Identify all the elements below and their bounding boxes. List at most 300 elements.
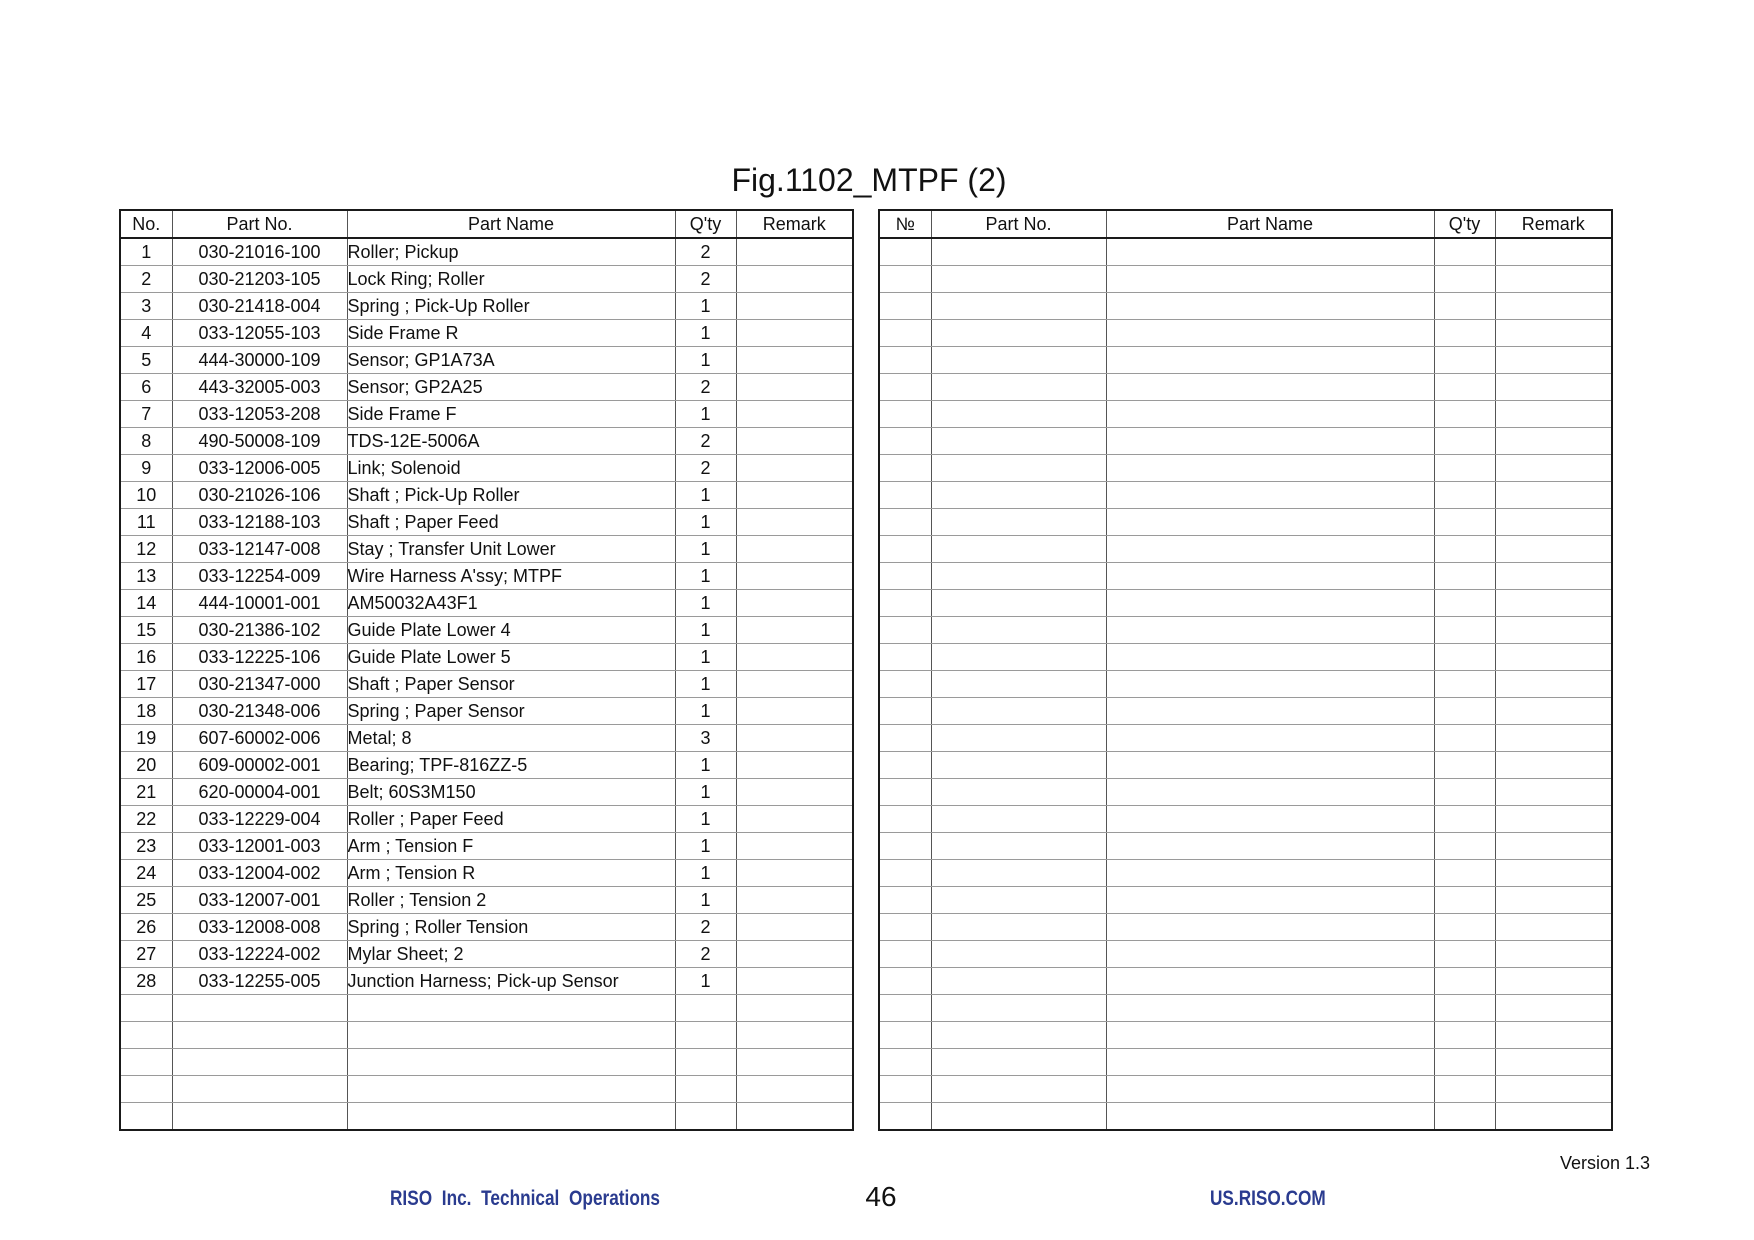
empty-cell <box>347 995 675 1022</box>
header-no: № <box>879 210 931 238</box>
empty-cell <box>1434 887 1495 914</box>
empty-cell <box>879 698 931 725</box>
table-row <box>879 590 1612 617</box>
table-row <box>879 455 1612 482</box>
version-label: Version 1.3 <box>1559 1153 1650 1173</box>
empty-cell <box>931 671 1106 698</box>
table-row <box>120 428 853 455</box>
table-row <box>879 833 1612 860</box>
empty-cell <box>1495 590 1612 617</box>
empty-cell <box>1434 725 1495 752</box>
quantity: 1 <box>675 671 736 698</box>
quantity: 1 <box>675 563 736 590</box>
remark <box>736 509 853 536</box>
table-row <box>120 401 853 428</box>
empty-cell <box>931 806 1106 833</box>
empty-cell <box>1106 482 1434 509</box>
quantity: 1 <box>675 752 736 779</box>
parts-table-right <box>878 209 1613 1131</box>
row-number: 1 <box>120 238 172 266</box>
empty-cell <box>931 995 1106 1022</box>
empty-cell <box>1106 833 1434 860</box>
header-part-name: Part Name <box>347 210 675 238</box>
table-row <box>120 698 853 725</box>
empty-cell <box>1106 563 1434 590</box>
table-row <box>879 806 1612 833</box>
empty-cell <box>1495 563 1612 590</box>
header-part-no: Part No. <box>172 210 347 238</box>
empty-cell <box>1495 644 1612 671</box>
empty-cell <box>1106 644 1434 671</box>
empty-cell <box>879 238 931 266</box>
empty-cell <box>931 482 1106 509</box>
part-number: 033-12254-009 <box>172 563 347 590</box>
table-row <box>879 644 1612 671</box>
row-number: 13 <box>120 563 172 590</box>
empty-cell <box>736 1022 853 1049</box>
empty-cell <box>931 455 1106 482</box>
part-number: 033-12147-008 <box>172 536 347 563</box>
row-number: 6 <box>120 374 172 401</box>
empty-cell <box>879 347 931 374</box>
table-row <box>879 1076 1612 1103</box>
quantity: 2 <box>675 941 736 968</box>
part-name: Shaft ; Paper Sensor <box>347 671 675 698</box>
empty-cell <box>1106 725 1434 752</box>
quantity: 2 <box>675 238 736 266</box>
row-number: 27 <box>120 941 172 968</box>
empty-cell <box>931 401 1106 428</box>
row-number: 22 <box>120 806 172 833</box>
row-number: 14 <box>120 590 172 617</box>
table-row <box>879 293 1612 320</box>
quantity: 1 <box>675 347 736 374</box>
part-name: Roller ; Paper Feed <box>347 806 675 833</box>
empty-cell <box>879 995 931 1022</box>
table-row <box>120 806 853 833</box>
empty-cell <box>1106 914 1434 941</box>
empty-cell <box>1106 374 1434 401</box>
row-number: 23 <box>120 833 172 860</box>
empty-cell <box>931 347 1106 374</box>
part-name: Shaft ; Paper Feed <box>347 509 675 536</box>
part-number: 609-00002-001 <box>172 752 347 779</box>
empty-cell <box>1495 1076 1612 1103</box>
table-row <box>879 1103 1612 1131</box>
row-number: 3 <box>120 293 172 320</box>
part-number: 444-10001-001 <box>172 590 347 617</box>
quantity: 2 <box>675 374 736 401</box>
part-name: Link; Solenoid <box>347 455 675 482</box>
row-number: 28 <box>120 968 172 995</box>
quantity: 1 <box>675 779 736 806</box>
row-number: 20 <box>120 752 172 779</box>
empty-cell <box>1495 347 1612 374</box>
empty-cell <box>1106 347 1434 374</box>
empty-cell <box>1434 536 1495 563</box>
part-number: 030-21386-102 <box>172 617 347 644</box>
empty-cell <box>1434 1049 1495 1076</box>
part-number: 033-12004-002 <box>172 860 347 887</box>
empty-cell <box>931 320 1106 347</box>
table-row <box>120 941 853 968</box>
empty-cell <box>1434 914 1495 941</box>
header-part-no: Part No. <box>931 210 1106 238</box>
remark <box>736 266 853 293</box>
empty-cell <box>1495 617 1612 644</box>
table-row <box>120 590 853 617</box>
part-name: Side Frame F <box>347 401 675 428</box>
empty-cell <box>1106 266 1434 293</box>
header-remark: Remark <box>1495 210 1612 238</box>
part-name: Spring ; Paper Sensor <box>347 698 675 725</box>
empty-cell <box>1495 1049 1612 1076</box>
remark <box>736 536 853 563</box>
quantity: 1 <box>675 293 736 320</box>
row-number: 10 <box>120 482 172 509</box>
table-row <box>879 698 1612 725</box>
remark <box>736 671 853 698</box>
remark <box>736 941 853 968</box>
table-row <box>120 968 853 995</box>
part-name: Roller ; Tension 2 <box>347 887 675 914</box>
empty-cell <box>736 1049 853 1076</box>
quantity: 2 <box>675 914 736 941</box>
empty-cell <box>1106 860 1434 887</box>
remark <box>736 347 853 374</box>
empty-cell <box>931 752 1106 779</box>
quantity: 3 <box>675 725 736 752</box>
empty-cell <box>879 1049 931 1076</box>
quantity: 1 <box>675 536 736 563</box>
empty-cell <box>931 914 1106 941</box>
row-number: 25 <box>120 887 172 914</box>
part-number: 030-21016-100 <box>172 238 347 266</box>
table-row <box>879 320 1612 347</box>
empty-cell <box>879 509 931 536</box>
empty-cell <box>120 995 172 1022</box>
empty-cell <box>1434 833 1495 860</box>
empty-cell <box>931 887 1106 914</box>
remark <box>736 293 853 320</box>
quantity: 1 <box>675 401 736 428</box>
empty-cell <box>931 941 1106 968</box>
quantity: 2 <box>675 266 736 293</box>
part-number: 033-12001-003 <box>172 833 347 860</box>
part-number: 033-12188-103 <box>172 509 347 536</box>
table-row <box>120 238 853 266</box>
part-name: Spring ; Roller Tension <box>347 914 675 941</box>
remark <box>736 833 853 860</box>
empty-cell <box>879 374 931 401</box>
table-row <box>879 887 1612 914</box>
remark <box>736 428 853 455</box>
table-header-row <box>879 210 1612 238</box>
table-row <box>879 401 1612 428</box>
empty-cell <box>931 779 1106 806</box>
empty-cell <box>931 617 1106 644</box>
table-row <box>120 752 853 779</box>
quantity: 1 <box>675 590 736 617</box>
empty-cell <box>172 995 347 1022</box>
part-name: Bearing; TPF-816ZZ-5 <box>347 752 675 779</box>
empty-cell <box>879 455 931 482</box>
empty-cell <box>1106 509 1434 536</box>
row-number: 2 <box>120 266 172 293</box>
row-number: 15 <box>120 617 172 644</box>
empty-cell <box>879 266 931 293</box>
part-name: Sensor; GP1A73A <box>347 347 675 374</box>
table-row <box>879 860 1612 887</box>
table-row <box>120 455 853 482</box>
table-row <box>120 779 853 806</box>
empty-cell <box>1434 428 1495 455</box>
footer-website: US.RISO.COM <box>1210 1187 1326 1210</box>
empty-cell <box>1434 401 1495 428</box>
header-remark: Remark <box>736 210 853 238</box>
part-name: Lock Ring; Roller <box>347 266 675 293</box>
remark <box>736 238 853 266</box>
part-name: Arm ; Tension F <box>347 833 675 860</box>
remark <box>736 617 853 644</box>
part-number: 033-12224-002 <box>172 941 347 968</box>
empty-cell <box>1434 347 1495 374</box>
empty-cell <box>1434 266 1495 293</box>
empty-cell <box>1434 590 1495 617</box>
remark <box>736 482 853 509</box>
empty-cell <box>931 1076 1106 1103</box>
empty-cell <box>879 320 931 347</box>
table-row <box>879 725 1612 752</box>
table-row <box>120 374 853 401</box>
empty-cell <box>879 617 931 644</box>
remark <box>736 779 853 806</box>
empty-cell <box>1434 563 1495 590</box>
table-row <box>120 509 853 536</box>
row-number: 7 <box>120 401 172 428</box>
part-name: Guide Plate Lower 5 <box>347 644 675 671</box>
empty-cell <box>1495 698 1612 725</box>
empty-cell <box>931 428 1106 455</box>
empty-cell <box>1495 914 1612 941</box>
remark <box>736 401 853 428</box>
quantity: 1 <box>675 320 736 347</box>
quantity: 1 <box>675 887 736 914</box>
empty-cell <box>1434 293 1495 320</box>
empty-cell <box>879 968 931 995</box>
empty-cell <box>879 725 931 752</box>
header-no: No. <box>120 210 172 238</box>
table-row <box>120 617 853 644</box>
quantity: 1 <box>675 860 736 887</box>
empty-cell <box>1495 671 1612 698</box>
remark <box>736 968 853 995</box>
empty-cell <box>736 1103 853 1131</box>
quantity: 1 <box>675 509 736 536</box>
table-row <box>120 1103 853 1131</box>
header-qty: Q'ty <box>675 210 736 238</box>
empty-cell <box>879 293 931 320</box>
table-row <box>879 563 1612 590</box>
empty-cell <box>1495 779 1612 806</box>
empty-cell <box>879 401 931 428</box>
empty-cell <box>879 428 931 455</box>
part-number: 033-12055-103 <box>172 320 347 347</box>
empty-cell <box>1434 509 1495 536</box>
parts-table-left <box>119 209 854 1131</box>
empty-cell <box>931 590 1106 617</box>
table-row <box>120 860 853 887</box>
empty-cell <box>1495 995 1612 1022</box>
table-row <box>120 536 853 563</box>
empty-cell <box>879 563 931 590</box>
empty-cell <box>1495 428 1612 455</box>
table-row <box>120 914 853 941</box>
empty-cell <box>675 1103 736 1131</box>
empty-cell <box>931 238 1106 266</box>
row-number: 19 <box>120 725 172 752</box>
empty-cell <box>879 833 931 860</box>
empty-cell <box>879 806 931 833</box>
page-title: Fig.1102_MTPF (2) <box>731 162 1007 198</box>
empty-cell <box>1495 752 1612 779</box>
empty-cell <box>1495 725 1612 752</box>
empty-cell <box>931 293 1106 320</box>
part-number: 033-12229-004 <box>172 806 347 833</box>
empty-cell <box>1106 752 1434 779</box>
empty-cell <box>879 671 931 698</box>
remark <box>736 860 853 887</box>
empty-cell <box>931 698 1106 725</box>
table-row <box>879 374 1612 401</box>
empty-cell <box>879 752 931 779</box>
empty-cell <box>675 1076 736 1103</box>
part-name: AM50032A43F1 <box>347 590 675 617</box>
part-name: Guide Plate Lower 4 <box>347 617 675 644</box>
remark <box>736 563 853 590</box>
row-number: 11 <box>120 509 172 536</box>
table-row <box>120 563 853 590</box>
empty-cell <box>1495 887 1612 914</box>
empty-cell <box>1106 1076 1434 1103</box>
part-name: Roller; Pickup <box>347 238 675 266</box>
empty-cell <box>931 509 1106 536</box>
empty-cell <box>879 644 931 671</box>
empty-cell <box>931 1049 1106 1076</box>
empty-cell <box>1495 1022 1612 1049</box>
table-row <box>879 347 1612 374</box>
empty-cell <box>879 1076 931 1103</box>
empty-cell <box>1106 1049 1434 1076</box>
row-number: 5 <box>120 347 172 374</box>
table-row <box>879 617 1612 644</box>
table-row <box>120 1049 853 1076</box>
empty-cell <box>1495 968 1612 995</box>
empty-cell <box>1434 644 1495 671</box>
quantity: 1 <box>675 644 736 671</box>
empty-cell <box>675 1022 736 1049</box>
footer-company: RISO Inc. Technical Operations <box>390 1187 660 1210</box>
part-number: 030-21026-106 <box>172 482 347 509</box>
empty-cell <box>675 995 736 1022</box>
row-number: 24 <box>120 860 172 887</box>
row-number: 12 <box>120 536 172 563</box>
row-number: 16 <box>120 644 172 671</box>
empty-cell <box>1434 482 1495 509</box>
empty-cell <box>931 1103 1106 1131</box>
empty-cell <box>1434 238 1495 266</box>
empty-cell <box>879 914 931 941</box>
empty-cell <box>1106 995 1434 1022</box>
header-part-name: Part Name <box>1106 210 1434 238</box>
empty-cell <box>1434 671 1495 698</box>
empty-cell <box>931 374 1106 401</box>
empty-cell <box>931 1022 1106 1049</box>
part-name: Arm ; Tension R <box>347 860 675 887</box>
table-row <box>120 671 853 698</box>
empty-cell <box>1495 482 1612 509</box>
part-number: 444-30000-109 <box>172 347 347 374</box>
part-number: 607-60002-006 <box>172 725 347 752</box>
part-name: Sensor; GP2A25 <box>347 374 675 401</box>
row-number: 9 <box>120 455 172 482</box>
empty-cell <box>1106 1022 1434 1049</box>
empty-cell <box>347 1022 675 1049</box>
table-row <box>879 752 1612 779</box>
table-row <box>120 995 853 1022</box>
table-row <box>120 266 853 293</box>
empty-cell <box>1495 293 1612 320</box>
empty-cell <box>120 1049 172 1076</box>
table-row <box>879 238 1612 266</box>
empty-cell <box>1434 455 1495 482</box>
part-name: Mylar Sheet; 2 <box>347 941 675 968</box>
table-row <box>879 968 1612 995</box>
row-number: 17 <box>120 671 172 698</box>
empty-cell <box>1495 833 1612 860</box>
table-row <box>879 779 1612 806</box>
empty-cell <box>1434 860 1495 887</box>
page-number: 46 <box>865 1181 897 1212</box>
part-number: 030-21203-105 <box>172 266 347 293</box>
empty-cell <box>1106 617 1434 644</box>
part-number: 033-12008-008 <box>172 914 347 941</box>
empty-cell <box>1106 887 1434 914</box>
empty-cell <box>1106 401 1434 428</box>
empty-cell <box>347 1049 675 1076</box>
empty-cell <box>1495 509 1612 536</box>
table-row <box>120 293 853 320</box>
empty-cell <box>1106 806 1434 833</box>
empty-cell <box>1434 752 1495 779</box>
table-row <box>120 887 853 914</box>
table-row <box>120 1076 853 1103</box>
empty-cell <box>1495 320 1612 347</box>
empty-cell <box>1106 428 1434 455</box>
empty-cell <box>1434 941 1495 968</box>
row-number: 8 <box>120 428 172 455</box>
empty-cell <box>931 833 1106 860</box>
empty-cell <box>1106 941 1434 968</box>
part-name: Stay ; Transfer Unit Lower <box>347 536 675 563</box>
remark <box>736 725 853 752</box>
table-row <box>120 320 853 347</box>
empty-cell <box>879 1022 931 1049</box>
quantity: 1 <box>675 617 736 644</box>
part-name: TDS-12E-5006A <box>347 428 675 455</box>
part-name: Shaft ; Pick-Up Roller <box>347 482 675 509</box>
empty-cell <box>879 887 931 914</box>
